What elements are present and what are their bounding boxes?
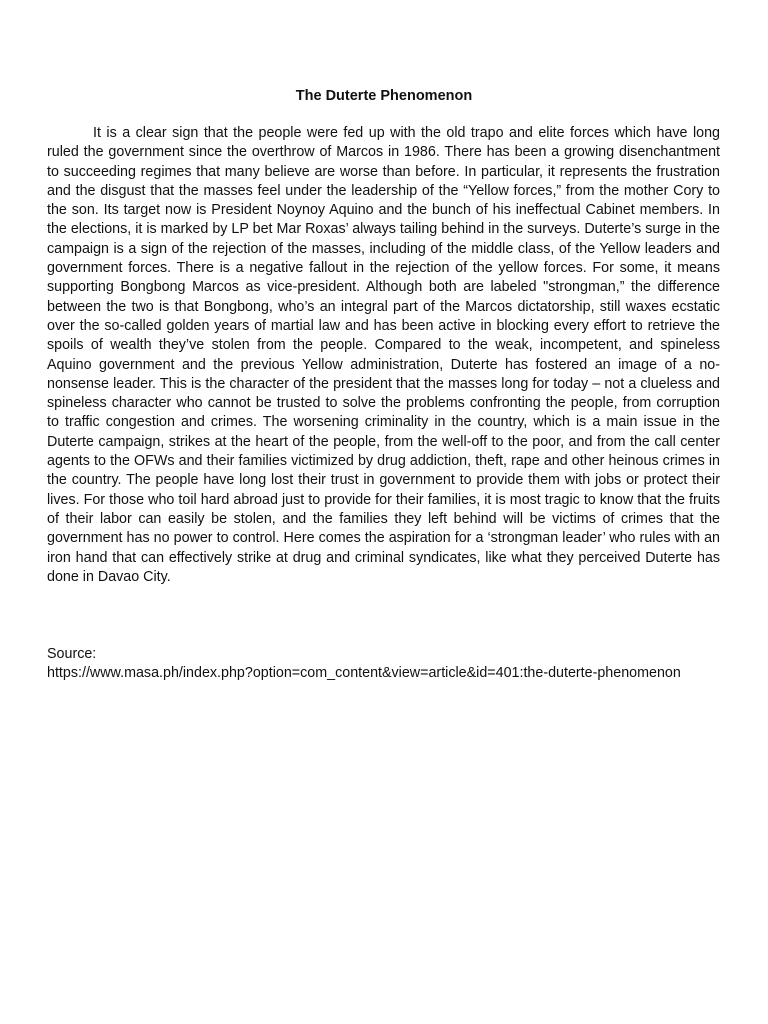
body-paragraph: It is a clear sign that the people were fed up with the old trapo and elite forces which have long ruled the government since the overthrow of Marcos in 1986. There has been a growing disenchantment to succeeding regimes that many believe are worse than before. In particular, it represents the frustration and the disgust that the masses feel under the leadership of the “Yellow forces,” from the mother Cory to the son. Its target now is President Noynoy Aquino and the bunch of his ineffectual Cabinet members. In the elections, it is marked by LP bet Mar Roxas’ always tailing behind in the surveys. Duterte’s surge in the campaign is a sign of the rejection of the masses, including of the middle class, of the Yellow leaders and government forces. There is a negative fallout in the rejection of the yellow forces. For some, it means supporting Bongbong Marcos as vice-president. Although both are labeled "strongman,” the difference between the two is that Bongbong, who’s an integral part of the Marcos dictatorship, still waxes ecstatic over the so-called golden years of martial law and has been active in blocking every effort to retrieve the spoils of wealth they’ve stolen from the people. Compared to the weak, incompetent, and spineless Aquino government and the previous Yellow administration, Duterte has fostered an image of a no-nonsense leader. This is the character of the president that the masses long for today – not a clueless and spineless character who cannot be trusted to solve the problems confronting the people, from corruption to traffic congestion and crimes. The worsening criminality in the country, which is a main issue in the Duterte campaign, strikes at the heart of the people, from the well-off to the poor, and from the call center agents to the OFWs and their families victimized by drug addiction, theft, rape and other heinous crimes in the country. The people have long lost their trust in government to provide them with jobs or protect their lives. For those who toil hard abroad just to provide for their families, it is most tragic to know that the fruits of their labor can easily be stolen, and the families they left behind will be victims of crimes that the government has no power to control. Here comes the aspiration for a ‘strongman leader’ who rules with an iron hand that can effectively strike at drug and criminal syndicates, like what they perceived Duterte has done in Davao City. <box>47 125 720 585</box>
source-url[interactable]: https://www.masa.ph/index.php?option=com_content&view=article&id=401:the-duterte-phenomenon <box>47 665 681 681</box>
source-label: Source: <box>47 646 97 662</box>
document-title: The Duterte Phenomenon <box>295 88 473 104</box>
